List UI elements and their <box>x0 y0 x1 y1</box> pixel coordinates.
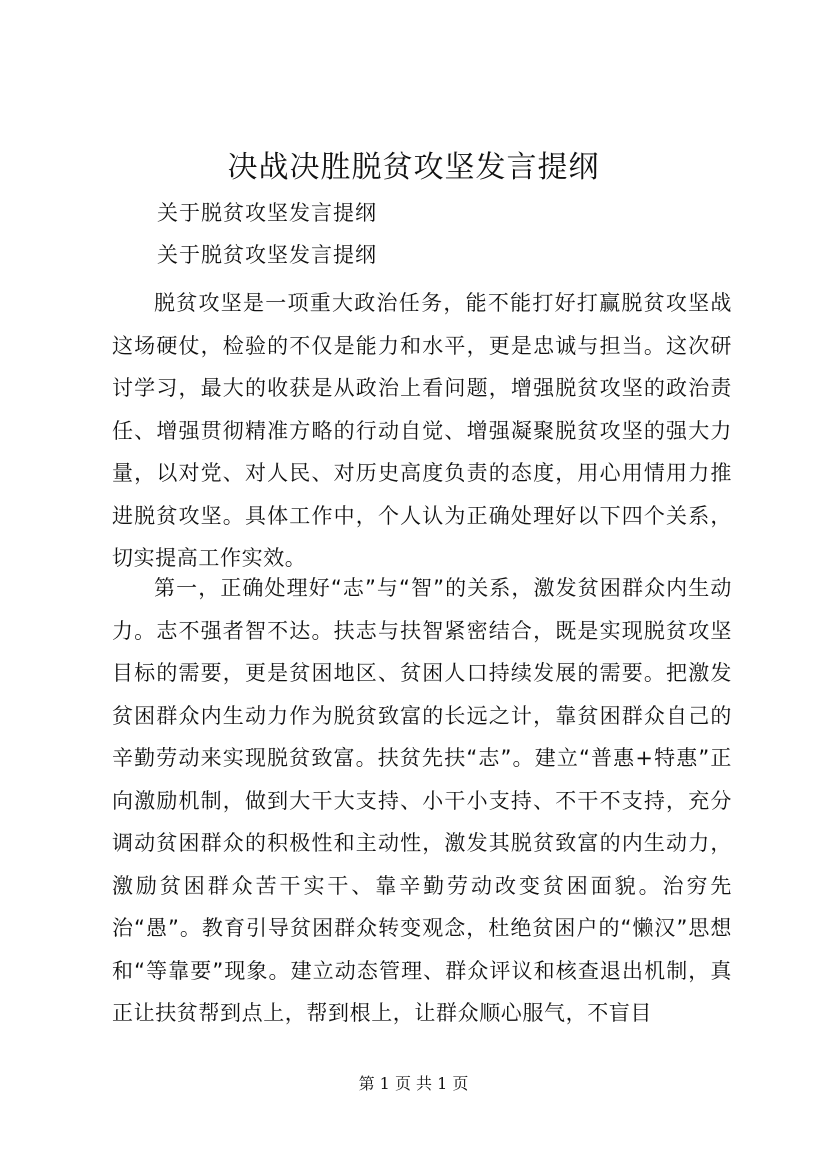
document-title: 决战决胜脱贫攻坚发言提纲 <box>227 150 600 185</box>
subheading-first: 关于脱贫攻坚发言提纲 <box>157 201 377 225</box>
paragraph-first-relation: 第一，正确处理好“志”与“智”的关系，激发贫困群众内生动力。志不强者智不达。扶志与扶智紧密结合，既是实现脱贫攻坚目标的需要，更是贫困地区、贫困人口持续发展的需要。把激发贫困群众内生动力作为脱贫致富的长远之计，靠贫困群众自己的辛勤劳动来实现脱贫致富。扶贫先扶“志”。建立“普惠+特惠”正向激励机制，做到大干大支持、小干小支持、不干不支持，充分调动贫困群众的积极性和主动性，激发其脱贫致富的内生动力，激励贫困群众苦干实干、靠辛勤劳动改变贫困面貌。治穷先治“愚”。教育引导贫困群众转变观念，杜绝贫困户的“懒汉”思想和“等靠要”现象。建立动态管理、群众评议和核查退出机制，真正让扶贫帮到点上，帮到根上，让群众顺心服气，不盲目 <box>112 576 732 1025</box>
page-footer: 第 1 页 共 1 页 <box>358 1074 469 1093</box>
paragraph-intro: 脱贫攻坚是一项重大政治任务，能不能打好打赢脱贫攻坚战这场硬仗，检验的不仅是能力和水平，更是忠诚与担当。这次研讨学习，最大的收获是从政治上看问题，增强脱贫攻坚的政治责任、增强贯彻精准方略的行动自觉、增强凝聚脱贫攻坚的强大力量，以对党、对人民、对历史高度负责的态度，用心用情用力推进脱贫攻坚。具体工作中，个人认为正确处理好以下四个关系，切实提高工作实效。 <box>112 291 732 570</box>
subheading-second: 关于脱贫攻坚发言提纲 <box>157 243 377 267</box>
